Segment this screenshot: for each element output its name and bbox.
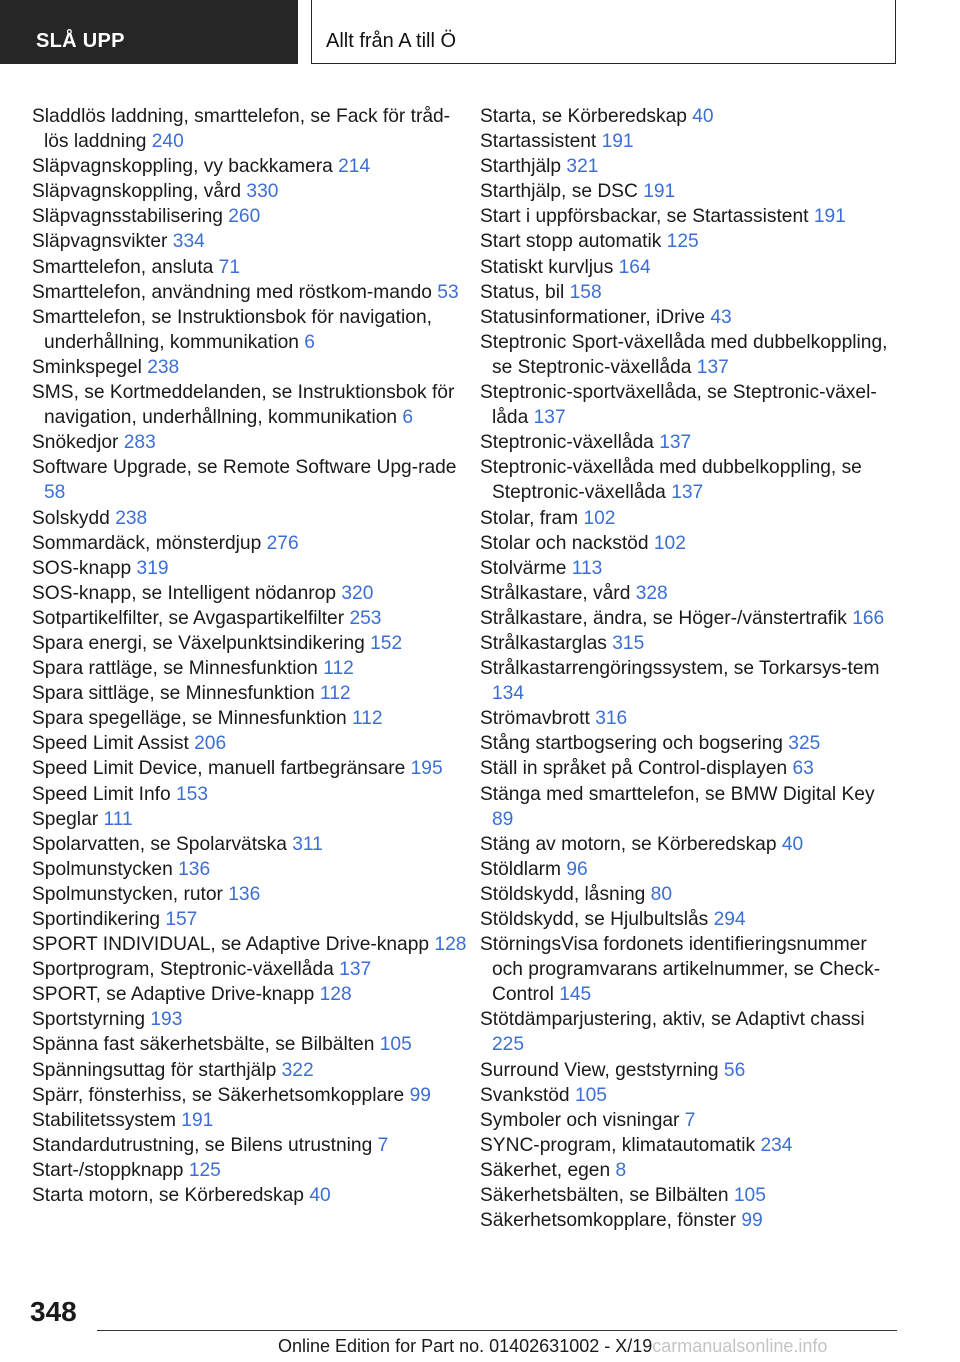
entry-text: SPORT, se Adaptive Drive-knapp [32,984,315,1006]
page-reference-link[interactable]: 134 [492,683,525,705]
entry-text: Stöldskydd, låsning [480,883,646,905]
index-entry [32,631,472,656]
page-reference-link[interactable]: 80 [650,883,673,905]
page-reference-link[interactable]: 328 [635,582,668,604]
index-entry [32,531,472,556]
page-reference-link[interactable]: 260 [228,206,261,228]
entry-text: Snökedjor [32,432,119,454]
entry-text: Steptronic-växellåda med dubbelkoppling, se Steptronic-växellåda [480,457,862,504]
entry-text: Säkerhet, egen [480,1159,611,1181]
entry-text: Stötdämparjustering, aktiv, se Adaptivt chassi [480,1009,865,1031]
entry-text: Spänna fast säkerhetsbälte, se Bilbälten [32,1034,375,1056]
entry-text: Starthjälp, se DSC [480,181,638,203]
page-reference-link[interactable]: 238 [147,356,180,378]
index-entry [32,380,472,430]
index-entry [32,932,472,957]
page-reference-link[interactable]: 137 [533,407,566,429]
index-entry [32,782,472,807]
index-entry [32,1158,472,1183]
index-entry [32,731,472,756]
index-entry [32,1058,472,1083]
entry-text: Start stopp automatik [480,231,662,253]
entry-text: Släpvagnskoppling, vy backkamera [32,156,333,178]
entry-text: Stolar och nackstöd [480,532,649,554]
index-entry [32,255,472,280]
page-reference-link[interactable]: 40 [309,1185,331,1207]
entry-text: Statiskt kurvljus [480,256,614,278]
page-reference-link[interactable]: 157 [165,909,198,930]
index-entry [480,782,900,832]
page-reference-link[interactable]: 53 [437,281,459,303]
index-entry [480,731,900,756]
index-entry [480,104,900,129]
page-reference-link[interactable]: 99 [409,1084,431,1106]
entry-text: SPORT INDIVIDUAL, se Adaptive Drive-knapp [32,934,430,956]
index-entry [32,1183,472,1208]
page-reference-link[interactable]: 102 [653,532,686,554]
entry-text: Sportindikering [32,909,160,930]
page-reference-link[interactable]: 253 [349,607,382,629]
page-reference-link[interactable]: 113 [571,557,603,579]
entry-text: Stång startbogsering och bogsering [480,733,783,755]
page-reference-link[interactable]: 105 [574,1084,607,1106]
entry-text: StörningsVisa fordonets identifieringsnummer och programvarans artikelnummer, se Check-Control [480,934,881,1006]
index-entry [480,1058,900,1083]
index-entry [480,932,900,1007]
entry-text: Stolar, fram [480,507,579,529]
index-entry [32,305,472,355]
entry-text: Ställ in språket på Control-displayen [480,758,788,780]
page-reference-link[interactable]: 214 [338,156,371,178]
index-entry [480,756,900,781]
index-entry [480,204,900,229]
page-reference-link[interactable]: 206 [194,733,227,755]
entry-text: Startassistent [480,131,597,153]
index-entry [32,756,472,781]
index-entry [32,280,472,305]
page-number: 348 [30,1296,77,1327]
index-entry [32,1133,472,1158]
index-entry [480,154,900,179]
page-reference-link[interactable]: 136 [228,883,261,905]
page-reference-link[interactable]: 191 [813,206,846,228]
index-entry [480,832,900,857]
index-entry [32,556,472,581]
page-reference-link[interactable]: 145 [559,984,592,1006]
index-entry [32,1083,472,1108]
index-entry [480,1133,900,1158]
page-reference-link[interactable]: 193 [150,1009,183,1031]
entry-text: Stolvärme [480,557,567,579]
page-reference-link[interactable]: 137 [696,356,729,378]
page-reference-link[interactable]: 63 [792,758,814,780]
index-entry [32,882,472,907]
index-entry [32,907,472,932]
index-entry [32,455,472,505]
page-reference-link[interactable]: 334 [172,231,205,253]
page-reference-link[interactable]: 225 [492,1034,525,1056]
index-entry [480,907,900,932]
page-reference-link[interactable]: 136 [178,858,211,880]
index-entry [32,204,472,229]
page-reference-link[interactable]: 191 [643,181,676,203]
entry-text: Spolmunstycken [32,858,173,880]
entry-text: SYNC-program, klimatautomatik [480,1134,756,1156]
page-reference-link[interactable]: 6 [402,407,414,429]
index-column-left [32,104,472,1208]
index-entry [32,1007,472,1032]
page-reference-link[interactable]: 320 [341,582,374,604]
entry-text: Spara spegelläge, se Minnesfunktion [32,708,347,730]
entry-text: Steptronic-växellåda [480,432,654,454]
page-reference-link[interactable]: 105 [733,1185,766,1207]
entry-text: Stabilitetssystem [32,1109,176,1131]
page-reference-link[interactable]: 89 [492,808,514,830]
index-entry [480,631,900,656]
page-reference-link[interactable]: 152 [370,632,403,654]
page-reference-link[interactable]: 166 [852,607,885,629]
index-entry [480,129,900,154]
entry-text: Sommardäck, mönsterdjup [32,532,262,554]
index-entry [32,982,472,1007]
index-entry [480,1083,900,1108]
entry-text: Speed Limit Device, manuell fartbegränsare [32,758,406,780]
page-reference-link[interactable]: 330 [246,181,279,203]
entry-text: Speed Limit Info [32,783,171,805]
page-reference-link[interactable]: 294 [713,909,746,930]
index-entry [480,430,900,455]
index-entry [480,656,900,706]
index-entry [32,506,472,531]
entry-text: Starta motorn, se Körberedskap [32,1185,304,1207]
entry-text: Sportprogram, Steptronic-växellåda [32,959,334,981]
entry-text: Spolarvatten, se Spolarvätska [32,833,287,855]
index-entry [32,154,472,179]
index-entry [480,706,900,731]
entry-text: Standardutrustning, se Bilens utrustning [32,1134,373,1156]
page-reference-link[interactable]: 56 [723,1059,746,1081]
entry-text: Svankstöd [480,1084,570,1106]
entry-text: Strålkastarglas [480,632,607,654]
index-entry [32,606,472,631]
entry-text: Spolmunstycken, rutor [32,883,223,905]
page-reference-link[interactable]: 8 [615,1159,627,1181]
entry-text: Strömavbrott [480,708,590,730]
page-reference-link[interactable]: 316 [595,708,628,730]
index-entry [32,1108,472,1133]
page-reference-link[interactable]: 240 [151,131,184,153]
tab-sla-upp[interactable]: SLÅ UPP [0,0,298,64]
entry-text: Speed Limit Assist [32,733,189,755]
page-reference-link[interactable]: 137 [671,482,704,504]
index-entry [480,506,900,531]
tab-allt-fran-a-till-o[interactable]: Allt från A till Ö [311,0,896,64]
entry-text: Steptronic Sport-växellåda med dubbelkoppling, se Steptronic-växellåda [480,331,888,378]
page-reference-link[interactable]: 137 [339,959,372,981]
page-reference-link[interactable]: 112 [320,683,351,705]
index-entry [480,255,900,280]
entry-text: Stänga med smarttelefon, se BMW Digital Key [480,783,875,805]
index-entry [480,1208,900,1233]
entry-text: Spänningsuttag för starthjälp [32,1059,277,1081]
entry-text: Surround View, geststyrning [480,1059,719,1081]
entry-text: Säkerhetsbälten, se Bilbälten [480,1185,729,1207]
entry-text: Säkerhetsomkopplare, fönster [480,1210,736,1232]
entry-text: Släpvagnsstabilisering [32,206,223,228]
entry-text: Släpvagnsvikter [32,231,168,253]
index-entry [32,656,472,681]
index-entry [480,229,900,254]
entry-text: Statusinformationer, iDrive [480,306,706,328]
page-reference-link[interactable]: 315 [612,632,645,654]
index-entry [32,857,472,882]
index-entry [480,280,900,305]
index-entry [480,882,900,907]
entry-text: Sportstyrning [32,1009,146,1031]
index-entry [480,531,900,556]
entry-text: Spara sittläge, se Minnesfunktion [32,683,315,705]
page-reference-link[interactable]: 238 [115,507,148,529]
index-entry [480,1183,900,1208]
index-entry [480,330,900,380]
page-reference-link[interactable]: 311 [292,833,323,855]
index-entry [480,581,900,606]
page-reference-link[interactable]: 6 [304,331,315,353]
index-entry [480,380,900,430]
page-reference-link[interactable]: 234 [760,1134,793,1156]
index-entry [480,857,900,882]
entry-text: SOS-knapp, se Intelligent nödanrop [32,582,337,604]
page-reference-link[interactable]: 158 [569,281,602,303]
entry-text: Smarttelefon, ansluta [32,256,214,278]
entry-text: Solskydd [32,507,110,529]
entry-text: Start-/stoppknapp [32,1159,184,1181]
entry-text: Sminkspegel [32,356,142,378]
entry-text: Software Upgrade, se Remote Software Upg-rade [32,457,457,479]
index-entry [480,305,900,330]
page-reference-link[interactable]: 191 [601,131,634,153]
edition-text: Online Edition for Part no. 01402631002 - X/19 [278,1336,653,1356]
page-reference-link[interactable]: 105 [379,1034,412,1056]
index-entry [32,832,472,857]
index-entry [32,179,472,204]
index-entry [32,581,472,606]
page-reference-link[interactable]: 319 [136,557,169,579]
index-entry [32,229,472,254]
header-bar [0,0,960,66]
page-reference-link[interactable]: 43 [710,306,732,328]
index-entry [480,179,900,204]
index-entry [480,606,900,631]
entry-text: Strålkastare, vård [480,582,631,604]
entry-text: Steptronic-sportväxellåda, se Steptronic-växel-låda [480,382,877,429]
entry-text: Starthjälp [480,156,562,178]
index-entry [32,807,472,832]
index-column-right [480,104,900,1233]
entry-text: Stäng av motorn, se Körberedskap [480,833,777,855]
page-reference-link[interactable]: 321 [566,156,599,178]
entry-text: Strålkastarrengöringssystem, se Torkarsys-tem [480,658,880,680]
page-reference-link[interactable]: 99 [741,1210,763,1232]
entry-text: SOS-knapp [32,557,132,579]
page-reference-link[interactable]: 283 [123,432,156,454]
entry-text: Speglar [32,808,99,830]
entry-text: Spärr, fönsterhiss, se Säkerhetsomkopplare [32,1084,405,1106]
entry-text: Strålkastare, ändra, se Höger-/vänstertrafik [480,607,847,629]
page-reference-link[interactable]: 71 [218,256,241,278]
page-reference-link[interactable]: 40 [781,833,804,855]
page-reference-link[interactable]: 128 [434,934,467,956]
page-reference-link[interactable]: 96 [566,858,588,880]
page-reference-link[interactable]: 125 [188,1159,221,1181]
footer-edition-line [278,1336,827,1357]
entry-text: Spara energi, se Växelpunktsindikering [32,632,365,654]
page-reference-link[interactable]: 137 [659,432,692,454]
page-reference-link[interactable]: 58 [44,482,66,504]
index-entry [32,681,472,706]
footer-divider [97,1330,897,1331]
index-entry [32,104,472,154]
entry-text: Smarttelefon, se Instruktionsbok för navigation, underhållning, kommunikation [32,306,432,353]
entry-text: Spara rattläge, se Minnesfunktion [32,658,318,680]
entry-text: Smarttelefon, användning med röstkom-mando [32,281,432,303]
index-entry [32,430,472,455]
index-entry [480,556,900,581]
page-reference-link[interactable]: 111 [103,808,133,830]
entry-text: Starta, se Körberedskap [480,106,687,127]
page-reference-link[interactable]: 125 [666,231,699,253]
entry-text: Sladdlös laddning, smarttelefon, se Fack för tråd-lös laddning [32,106,451,153]
index-entry [480,1007,900,1057]
entry-text: Symboler och visningar [480,1109,680,1131]
page-reference-link[interactable]: 191 [181,1109,214,1131]
page-reference-link[interactable]: 153 [176,783,209,805]
index-entry [32,1032,472,1057]
index-entry [32,355,472,380]
entry-text: Start i uppförsbackar, se Startassistent [480,206,809,228]
page-reference-link[interactable]: 102 [583,507,616,529]
page-reference-link[interactable]: 325 [788,733,821,755]
entry-text: Stöldlarm [480,858,562,880]
entry-text: Stöldskydd, se Hjulbultslås [480,909,709,930]
page-reference-link[interactable]: 40 [692,106,714,127]
page-reference-link[interactable]: 195 [410,758,443,780]
page-reference-link[interactable]: 112 [352,708,383,730]
page-reference-link[interactable]: 164 [618,256,651,278]
index-entry [480,1158,900,1183]
index-entry [480,1108,900,1133]
page-reference-link[interactable]: 322 [281,1059,314,1081]
index-entry [32,957,472,982]
page-reference-link[interactable]: 128 [319,984,352,1006]
index-entry [32,706,472,731]
page-reference-link[interactable]: 7 [377,1134,389,1156]
page-reference-link[interactable]: 112 [323,658,354,680]
page-reference-link[interactable]: 276 [266,532,299,554]
page-reference-link[interactable]: 7 [684,1109,696,1131]
entry-text: Sotpartikelfilter, se Avgaspartikelfilter [32,607,345,629]
watermark-text: carmanualsonline.info [652,1336,828,1356]
entry-text: Släpvagnskoppling, vård [32,181,242,203]
entry-text: SMS, se Kortmeddelanden, se Instruktionsbok för navigation, underhållning, kommunikation [32,382,455,429]
index-entry [480,455,900,505]
entry-text: Status, bil [480,281,565,303]
